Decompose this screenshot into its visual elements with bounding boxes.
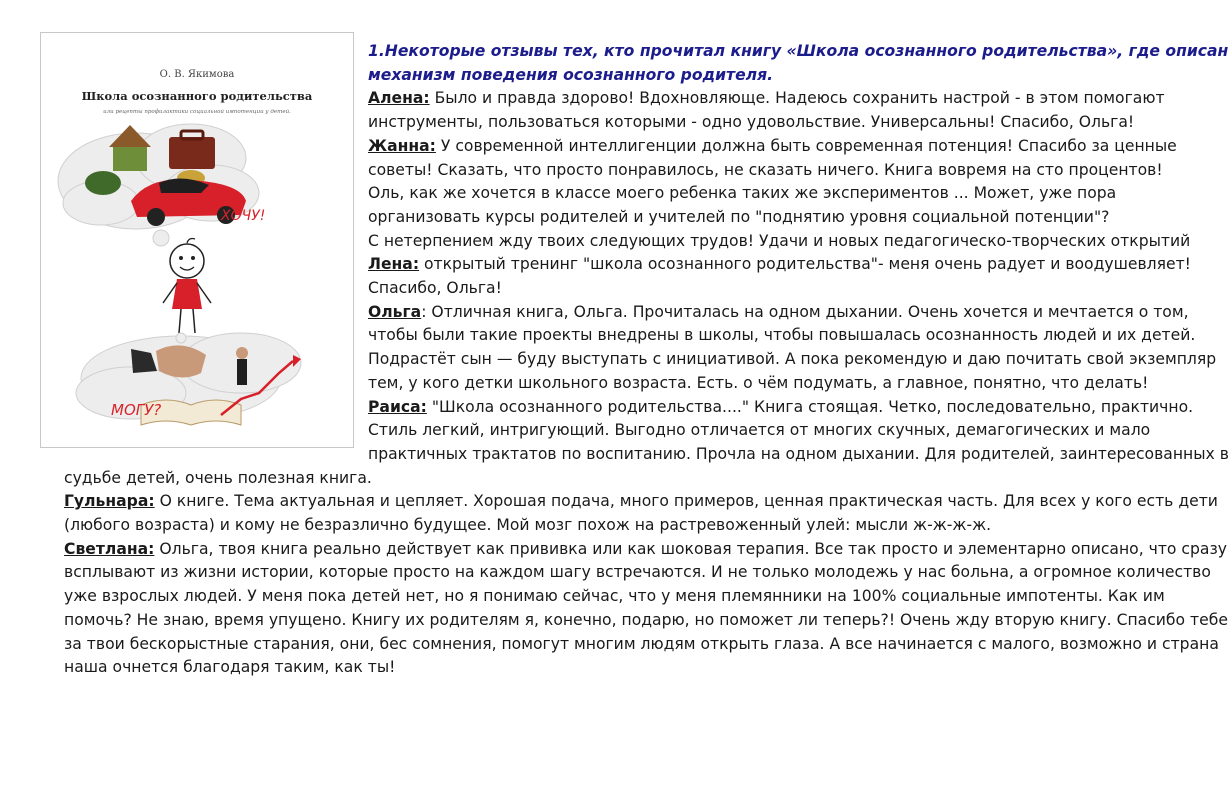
reviewer-name: Ольга [368,302,422,321]
section-heading: 1.Некоторые отзывы тех, кто прочитал книгу «Школа осознанного родительства», где описан механизм поведения осознанного родителя. [368,42,1229,84]
review-text: открытый тренинг "школа осознанного родительства"- меня очень радует и воодушевляет! Спасибо, Ольга! [368,255,1191,298]
review-text: : Отличная книга, Ольга. Прочиталась на одном дыхании. Очень хочется и мечтается о том, чтобы были такие проекты внедрены в школы, чтобы повышалась осознанность людей и их детей. Подрастёт сын — буду выступать с инициативой. А пока рекомендую и даю почитать свой экземпляр тем, у кого детки школьного возраста. Есть. о чём подумать, а главное, понятно, что делать! [368,302,1217,392]
review-zhanna-p3: С нетерпением жду твоих следующих трудов! Удачи и новых педагогическо-творческих открытий [368,231,1191,250]
review-zhanna-p2: Оль, как же хочется в классе моего ребенка таких же экспериментов ... Может, уже пора организовать курсы родителей и учителей по "поднятию уровня социальной потенции"? [368,184,1117,226]
reviewer-name: Алена: [368,89,430,108]
cover-can-label: МОГУ? [111,401,162,419]
cover-title: Школа осознанного родительства [81,89,313,103]
review-text: "Школа осознанного родительства...." Книга стоящая. Четко, последовательно, практично. Стиль легкий, интригующий. Выгодно отличается от многих скучных, демагогических и мало практичных трактатов по воспитанию. Прочла на одном дыхании. Для родителей, заинтересованных в судьбе детей, очень полезная книга. [64,397,1229,487]
cover-want-label: ХОЧУ! [221,208,266,224]
review-svetlana [26,538,1232,680]
reviewer-name: Жанна: [368,136,436,155]
review-gulnara [26,490,1232,537]
cover-subtitle: или рецепты профилактики социальной импотенции у детей. [103,109,291,115]
review-text: Ольга, твоя книга реально действует как прививка или как шоковая терапия. Все так просто и элементарно описано, что сразу всплывают из жизни истории, которые просто на каждом шагу встречаются. И не только молодежь у нас больна, а огромное количество уже взрослых людей. У меня пока детей нет, но я понимаю сейчас, что у меня племянники на 100% социальные импотенты. Как им помочь? Не знаю, время упущено. Книгу их родителям я, конечно, подарю, но поможет ли теперь?! Очень жду вторую книгу. Спасибо тебе за твои бескорыстные старания, они, бес сомнения, помогут многим людям открыть глаза. А все начинается с малого, возможно и страна наша очнется благодаря таким, как ты! [64,539,1228,677]
reviewer-name: Светлана: [64,539,155,558]
cover-author: О. В. Якимова [159,69,235,80]
review-text: Было и правда здорово! Вдохновляюще. Надеюсь сохранить настрой - в этом помогают инструменты, пользоваться которыми - одно удовольствие. Универсальны! Спасибо, Ольга! [368,89,1165,132]
book-cover-image [40,32,354,448]
review-text: У современной интеллигенции должна быть современная потенция! Спасибо за ценные советы! Сказать, что просто понравилось, не сказать ничего. Книга вовремя на сто процентов! [368,136,1177,179]
reviewer-name: Раиса: [368,397,427,416]
reviewer-name: Лена: [368,255,420,274]
review-text: О книге. Тема актуальная и цепляет. Хорошая подача, много примеров, ценная практическая часть. Для всех у кого есть дети (любого возраста) и кому не безразлично будущее. Мой мозг похож на растревоженный улей: мысли ж-ж-ж-ж. [64,492,1218,535]
reviewer-name: Гульнара: [64,492,155,511]
